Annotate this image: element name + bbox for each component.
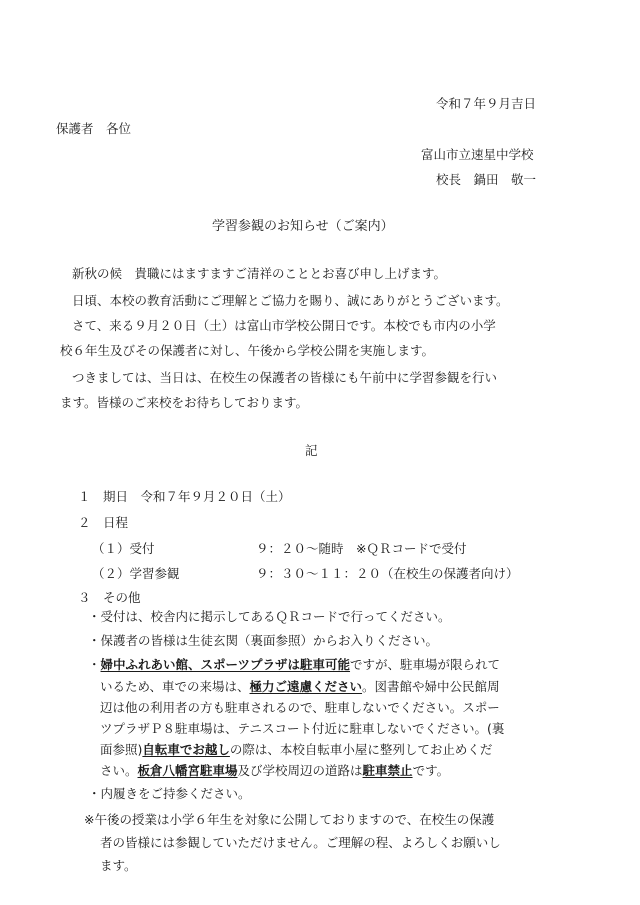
note-line-1: ※午後の授業は小学６年生を対象に公開しておりますので、在校生の保護 [84, 812, 495, 827]
school-name: 富山市立速星中学校 [421, 147, 534, 162]
issue-date: 令和７年９月吉日 [436, 96, 537, 111]
schedule-reception-label: （１）受付 [92, 541, 155, 556]
bullet-parking-line-6: さい。板倉八幡宮駐車場及び学校周辺の道路は駐車禁止です。 [100, 763, 450, 778]
item-date: １ 期日 令和７年９月２０日（土） [78, 489, 291, 504]
ki-marker: 記 [305, 443, 318, 458]
bullet-parking-line-1: ・婦中ふれあい館、スポーツプラザは駐車可能ですが、駐車場が限られて [88, 657, 501, 672]
bullet-parking-line-5: 面参照)自転車でお越しの際は、本校自転車小屋に整列してお止めくだ [100, 742, 493, 757]
body-paragraph-1: 新秋の候 貴職にはますますご清祥のこととお喜び申し上げます。 [72, 266, 447, 281]
bullet-indoor-shoes: ・内履きをご持参ください。 [88, 786, 251, 801]
recipient: 保護者 各位 [56, 121, 132, 136]
schedule-observation-value: ９：３０～１１：２０（在校生の保護者向け） [256, 566, 519, 581]
bicycle-note: 自転車でお越し [142, 742, 230, 757]
no-parking-note: 駐車禁止 [362, 763, 413, 778]
bullet-reception: ・受付は、校舎内に掲示してあるＱＲコードで行ってください。 [88, 609, 451, 624]
body-paragraph-4-line-1: つきましては、当日は、在校生の保護者の皆様にも午前中に学習参観を行い [72, 370, 498, 385]
body-paragraph-3-line-2: 校６年生及びその保護者に対し、午後から学校公開を実施します。 [60, 343, 435, 358]
principal-name: 校長 鍋田 敬一 [436, 172, 537, 187]
bullet-entrance: ・保護者の皆様は生徒玄関（裏面参照）からお入りください。 [88, 633, 439, 648]
item-other: ３ その他 [78, 590, 141, 605]
refrain-car-note: 極力ご遠慮ください [249, 679, 363, 694]
body-paragraph-2: 日頃、本校の教育活動にご理解とご協力を賜り、誠にありがとうございます。 [72, 293, 509, 308]
parking-available-note: 婦中ふれあい館、スポーツプラザは駐車可能 [100, 657, 351, 672]
note-line-3: ます。 [100, 858, 137, 873]
item-schedule: ２ 日程 [78, 515, 129, 530]
schedule-reception-value: ９：２０～随時 ※ＱＲコードで受付 [256, 541, 467, 556]
note-line-2: 者の皆様には参観していただけません。ご理解の程、よろしくお願いし [100, 835, 501, 850]
body-paragraph-4-line-2: ます。皆様のご来校をお待ちしております。 [60, 395, 309, 410]
schedule-observation-label: （２）学習参観 [92, 566, 180, 581]
body-paragraph-3-line-1: さて、来る９月２０日（土）は富山市学校公開日です。本校でも市内の小学 [72, 318, 496, 333]
bullet-parking-line-4: ツプラザＰ８駐車場は、テニスコート付近に駐車しないでください。(裏 [100, 721, 505, 736]
shrine-parking-note: 板倉八幡宮駐車場 [137, 763, 238, 778]
document-title: 学習参観のお知らせ（ご案内） [212, 219, 394, 234]
bullet-parking-line-3: 辺は他の利用者の方も駐車されるので、駐車しないでください。スポー [100, 700, 500, 715]
bullet-parking-line-2: いるため、車での来場は、極力ご遠慮ください。図書館や婦中公民館周 [100, 679, 500, 694]
